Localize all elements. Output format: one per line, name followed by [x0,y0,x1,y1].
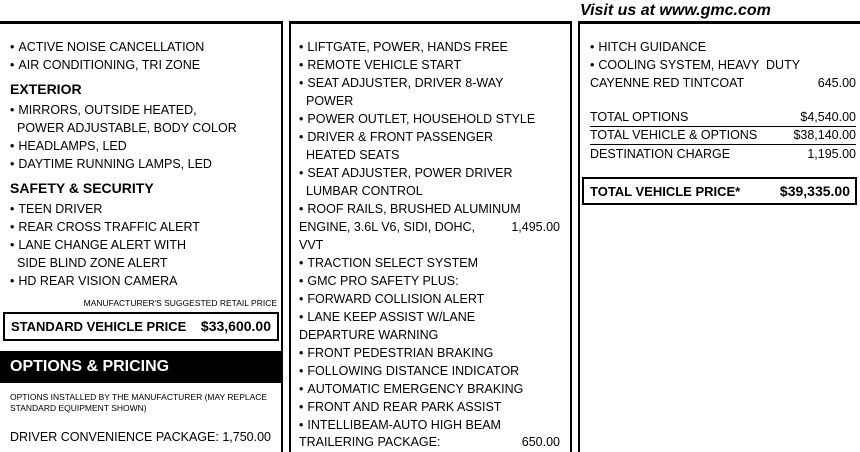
option-label: ENGINE, 3.6L V6, SIDI, DOHC, [299,220,475,234]
feature-item: • HEADLAMPS, LED [10,137,277,155]
total-vehicle-price-box [582,177,857,205]
feature-item: • DAYTIME RUNNING LAMPS, LED [10,155,277,173]
option-item: • ROOF RAILS, BRUSHED ALUMINUM [299,200,566,218]
feature-item: • MIRRORS, OUTSIDE HEATED, [10,101,277,119]
option-item-continued: HEATED SEATS [306,148,400,162]
option-item: • SEAT ADJUSTER, DRIVER 8-WAY [299,74,566,92]
option-price: 650.00 [521,435,560,449]
total-vehicle-options-value: $38,140.00 [793,128,856,142]
option-item: • FRONT AND REAR PARK ASSIST [299,398,566,416]
column-totals [578,0,860,452]
feature-item: • AIR CONDITIONING, TRI ZONE [10,56,277,74]
option-label: DRIVER CONVENIENCE PACKAGE: [10,430,219,444]
standard-price-label: STANDARD VEHICLE PRICE [11,319,187,334]
total-options-value: $4,540.00 [800,110,856,124]
option-item: • SEAT ADJUSTER, POWER DRIVER [299,164,566,182]
feature-item: • HD REAR VISION CAMERA [10,272,277,290]
option-row-driver-convenience [10,428,277,446]
option-item: • LANE KEEP ASSIST W/LANE [299,308,566,326]
feature-item: • REAR CROSS TRAFFIC ALERT [10,218,277,236]
option-item: • COOLING SYSTEM, HEAVY DUTY [590,56,856,74]
section-heading-safety: SAFETY & SECURITY [10,180,154,196]
total-options-row [590,109,856,127]
option-item-continued: POWER [306,94,354,108]
option-row-trailering [299,433,566,451]
msrp-caption: MANUFACTURER'S SUGGESTED RETAIL PRICE [83,298,277,308]
column-standard-equipment [0,0,283,452]
destination-charge-value: 1,195.00 [807,147,856,161]
options-note: OPTIONS INSTALLED BY THE MANUFACTURER (MAY REPLACE [10,392,268,402]
option-item: • POWER OUTLET, HOUSEHOLD STYLE [299,110,566,128]
total-vehicle-options-label: TOTAL VEHICLE & OPTIONS [590,128,758,142]
option-item-continued: LUMBAR CONTROL [306,184,423,198]
feature-item-continued: SIDE BLIND ZONE ALERT [17,256,168,270]
feature-item: • LANE CHANGE ALERT WITH [10,236,277,254]
total-price-label: TOTAL VEHICLE PRICE* [590,184,741,199]
option-price: 1,495.00 [511,220,560,234]
option-item: • FOLLOWING DISTANCE INDICATOR [299,362,566,380]
option-item: • REMOTE VEHICLE START [299,56,566,74]
standard-vehicle-price-box [3,312,279,341]
standard-price-value: $33,600.00 [200,318,271,334]
option-item-continued: VVT [299,238,324,252]
option-item: • INTELLIBEAM-AUTO HIGH BEAM [299,416,566,434]
option-item: • FRONT PEDESTRIAN BRAKING [299,344,566,362]
total-vehicle-options-row [590,127,856,145]
option-item: • LIFTGATE, POWER, HANDS FREE [299,38,566,56]
option-price: 1,750.00 [222,430,271,444]
options-note: STANDARD EQUIPMENT SHOWN) [10,403,147,413]
option-item: • TRACTION SELECT SYSTEM [299,254,566,272]
website-url: Visit us at www.gmc.com [580,2,771,19]
option-item: • FORWARD COLLISION ALERT [299,290,566,308]
total-price-value: $39,335.00 [779,183,850,199]
option-row-paint [590,74,856,92]
option-item: • HITCH GUIDANCE [590,38,856,56]
option-label: TRAILERING PACKAGE: [299,435,441,449]
destination-charge-label: DESTINATION CHARGE [590,147,731,161]
feature-item: • ACTIVE NOISE CANCELLATION [10,38,277,56]
column-options-detail [289,0,572,452]
option-item: • GMC PRO SAFETY PLUS: [299,272,566,290]
option-row-engine [299,218,566,236]
option-item-continued: DEPARTURE WARNING [299,328,439,342]
options-pricing-heading: OPTIONS & PRICING [0,351,281,383]
option-item: • AUTOMATIC EMERGENCY BRAKING [299,380,566,398]
feature-item-continued: POWER ADJUSTABLE, BODY COLOR [17,121,237,135]
destination-charge-row [590,145,856,163]
option-price: 645.00 [817,76,856,90]
feature-item: • TEEN DRIVER [10,200,277,218]
option-label: CAYENNE RED TINTCOAT [590,76,745,90]
section-heading-exterior: EXTERIOR [10,81,82,97]
total-options-label: TOTAL OPTIONS [590,110,689,124]
option-item: • DRIVER & FRONT PASSENGER [299,128,566,146]
